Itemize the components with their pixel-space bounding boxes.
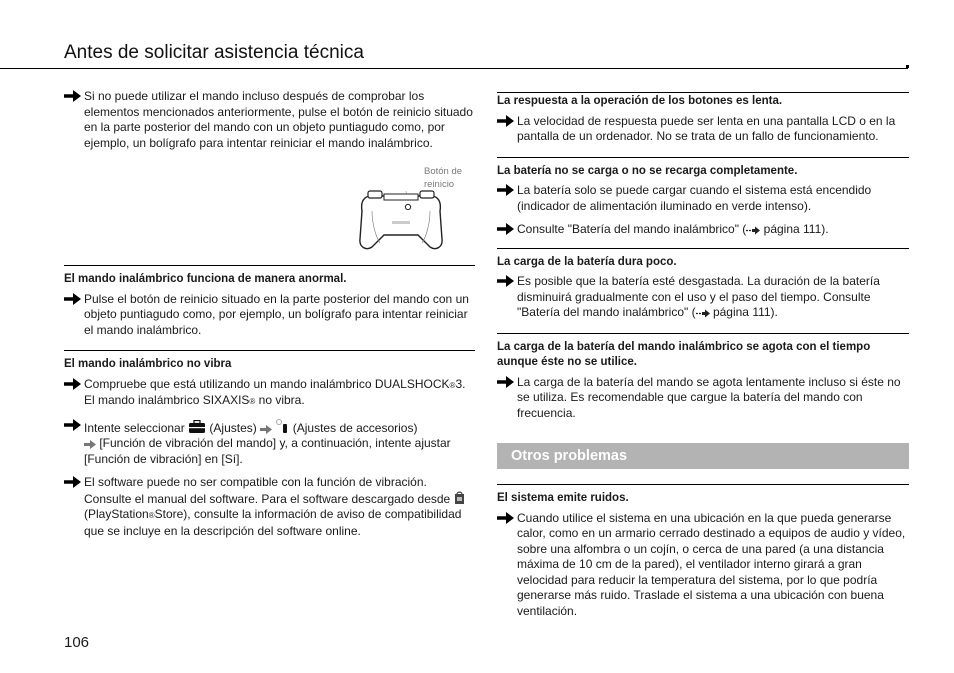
left-column: [64, 89, 475, 547]
arrow-bullet-icon: [64, 476, 81, 488]
section-heading: El mando inalámbrico no vibra: [64, 358, 232, 370]
section-rule: [497, 92, 909, 93]
section-rule: [497, 484, 909, 485]
arrow-bullet-icon: [497, 376, 514, 388]
right-column: [497, 92, 909, 627]
section-rule: [497, 333, 909, 334]
page-reference-icon: [746, 226, 760, 235]
section-band: Otros problemas: [497, 443, 909, 469]
small-arrow-icon: [260, 425, 272, 434]
registered-mark: ®: [249, 397, 256, 406]
bullet-text: La batería solo se puede cargar cuando el sistema está encendido (indicador de alimentación iluminado en verde intenso).: [517, 183, 872, 213]
bullet-text: La carga de la batería del mando se agota lentamente incluso si éste no se utiliza. Es recomendable que cargue la batería del mando con frecuencia.: [517, 374, 901, 420]
callout-line-1: Botón de: [424, 166, 463, 177]
section-rule: [497, 248, 909, 249]
title-rule: [0, 68, 908, 69]
arrow-bullet-icon: [64, 90, 81, 102]
toolbox-settings-icon: [188, 420, 206, 434]
intro-text: Si no puede utilizar el mando incluso después de comprobar los elementos mencionados anteriormente, pulse el botón de reinicio situado en la parte posterior del mando con un objeto puntiagudo como, por ejemplo, un bolígrafo para intentar reiniciar el mando inalámbrico.: [84, 89, 473, 150]
arrow-bullet-icon: [497, 275, 514, 287]
bullet-text: [Función de vibración del mando] y, a continuación, intente ajustar [Función de vibración] en [Sí].: [84, 436, 451, 466]
bullet-text: Store), consulte la información de aviso de compatibilidad que se incluye en la descripción del software online.: [84, 507, 462, 538]
bullet-item: [497, 274, 909, 321]
controller-diagram: [64, 159, 475, 265]
title-rule-end: [906, 65, 909, 68]
accessory-settings-icon: [275, 418, 289, 434]
bullet-text: (Ajustes de accesorios): [289, 420, 418, 435]
bullet-item: [64, 292, 475, 339]
reset-button-callout: [424, 165, 476, 191]
bullet-text: Pulse el botón de reinicio situado en la parte posterior del mando con un objeto puntiagudo como, por ejemplo, un bolígrafo para intentar reiniciar el mando inalámbrico.: [84, 291, 469, 337]
bullet-text: (PlayStation: [84, 507, 149, 521]
section-heading: El mando inalámbrico funciona de manera anormal.: [64, 273, 347, 285]
bullet-item: [497, 183, 909, 214]
section-rule: [64, 265, 475, 266]
bullet-text: (Ajustes): [206, 420, 261, 435]
page-title: Antes de solicitar asistencia técnica: [64, 42, 364, 63]
bullet-text: página 111).: [760, 222, 829, 236]
intro-bullet: [64, 89, 475, 151]
section-heading: El sistema emite ruidos.: [497, 492, 629, 504]
bullet-item: [64, 418, 475, 468]
bullet-text: Intente seleccionar: [84, 420, 189, 435]
arrow-bullet-icon: [497, 512, 514, 524]
bullet-text: El software puede no ser compatible con la función de vibración. Consulte el manual del software. Para el software descargado desde: [84, 475, 454, 506]
bullet-item: [64, 475, 475, 539]
bullet-item: [497, 375, 909, 422]
arrow-bullet-icon: [64, 419, 81, 431]
page-number: 106: [64, 634, 90, 651]
bullet-item: [497, 114, 909, 145]
playstation-store-icon: [454, 491, 465, 505]
bullet-item: [497, 222, 909, 238]
bullet-text: Cuando utilice el sistema en una ubicación en la que pueda generarse calor, como en un armario cerrado destinado a equipos de audio y vídeo, sobre una alfombra o un cojín, o cerca de una pared (a una distancia máxima de 10 cm de la pared), el ventilador interno girará a gran velocidad para reducir la temperatura del sistema, por lo que podría generarse más ruido. Traslade el sistema a una ubicación con buena ventilación.: [517, 510, 906, 618]
arrow-bullet-icon: [64, 378, 81, 390]
arrow-bullet-icon: [497, 115, 514, 127]
bullet-text: no vibra.: [255, 393, 305, 407]
bullet-text: página 111).: [709, 305, 778, 319]
section-heading: La carga de la batería dura poco.: [497, 255, 677, 268]
registered-mark: ®: [449, 380, 456, 390]
bullet-text: Es posible que la batería esté desgastada. La duración de la batería disminuirá gradualmente con el uso y el paso del tiempo. Consulte "Batería del mando inalámbrico" (: [517, 274, 880, 319]
bullet-item: [64, 377, 475, 410]
bullet-text: Consulte "Batería del mando inalámbrico" (: [517, 222, 747, 236]
callout-line-2: reinicio: [424, 179, 455, 190]
page-reference-icon: [696, 309, 710, 318]
small-arrow-icon: [84, 440, 96, 449]
section-rule: [497, 157, 909, 158]
section-heading: La respuesta a la operación de los botones es lenta.: [497, 95, 783, 107]
controller-back-icon: [356, 189, 446, 253]
bullet-text: Compruebe que está utilizando un mando inalámbrico DUALSHOCK: [84, 376, 450, 391]
arrow-bullet-icon: [497, 223, 514, 235]
arrow-bullet-icon: [64, 293, 81, 305]
section-heading: La carga de la batería del mando inalámbrico se agota con el tiempo aunque éste no se utilice.: [497, 340, 871, 368]
bullet-text: 3. El mando inalámbrico SIXAXIS: [84, 376, 466, 407]
section-heading: La batería no se carga o no se recarga completamente.: [497, 164, 798, 177]
arrow-bullet-icon: [497, 184, 514, 196]
bullet-text: La velocidad de respuesta puede ser lenta en una pantalla LCD o en la pantalla de un ordenador. No se trata de un fallo de funcionamiento.: [517, 113, 896, 143]
bullet-item: [497, 511, 909, 620]
section-rule: [64, 350, 475, 351]
registered-mark: ®: [148, 511, 155, 520]
